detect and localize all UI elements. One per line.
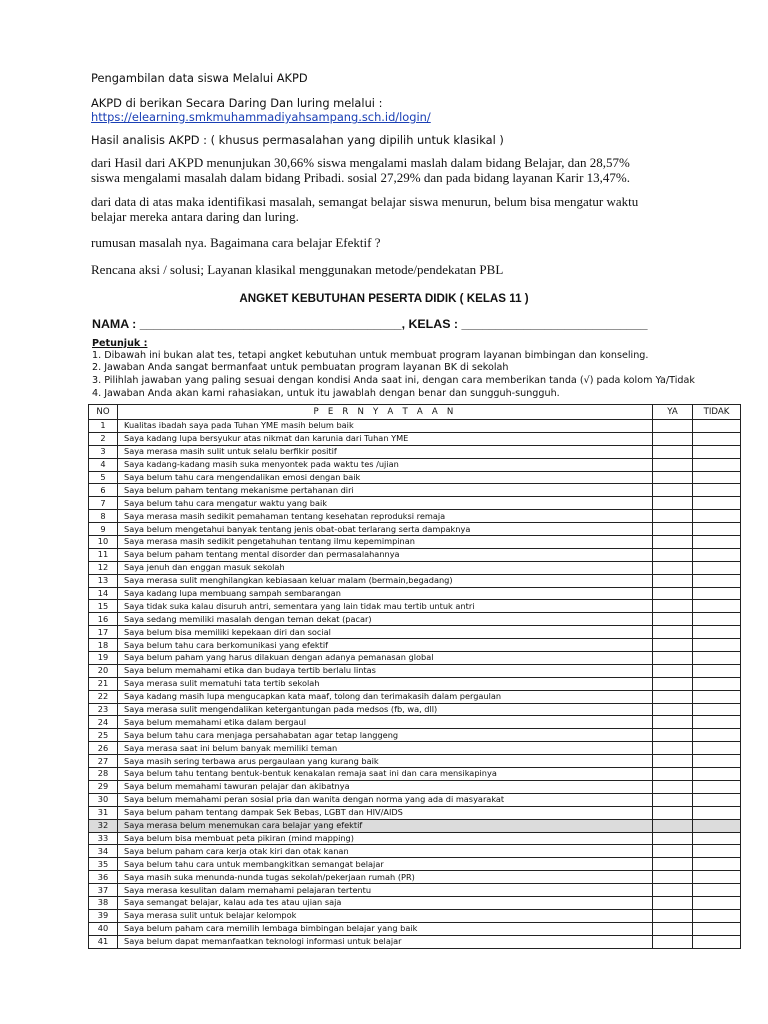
row-number: 34	[89, 845, 118, 858]
table-row	[89, 484, 741, 497]
statement-cell: Saya tidak suka kalau disuruh antri, sementara yang lain tidak mau tertib untuk antri	[118, 600, 653, 613]
ya-checkbox-cell[interactable]	[653, 445, 693, 458]
statement-cell: Saya belum tahu cara mengendalikan emosi dengan baik	[118, 471, 653, 484]
tidak-checkbox-cell[interactable]	[693, 548, 741, 561]
questionnaire-table	[88, 404, 741, 949]
tidak-checkbox-cell[interactable]	[693, 884, 741, 897]
ya-checkbox-cell[interactable]	[653, 613, 693, 626]
tidak-checkbox-cell[interactable]	[693, 935, 741, 948]
table-row	[89, 793, 741, 806]
tidak-checkbox-cell[interactable]	[693, 484, 741, 497]
statement-cell: Saya merasa belum menemukan cara belajar yang efektif	[118, 819, 653, 832]
ya-checkbox-cell[interactable]	[653, 471, 693, 484]
tidak-checkbox-cell[interactable]	[693, 780, 741, 793]
ya-checkbox-cell[interactable]	[653, 548, 693, 561]
row-number: 9	[89, 523, 118, 536]
tidak-checkbox-cell[interactable]	[693, 471, 741, 484]
statement-cell: Saya belum paham cara memilih lembaga bimbingan belajar yang baik	[118, 922, 653, 935]
ya-checkbox-cell[interactable]	[653, 755, 693, 768]
elearning-link[interactable]: https://elearning.smkmuhammadiyahsampang.sch.id/login/	[91, 110, 431, 124]
ya-checkbox-cell[interactable]	[653, 458, 693, 471]
tidak-checkbox-cell[interactable]	[693, 445, 741, 458]
statement-cell: Saya belum tahu cara menjaga persahabatan agar tetap langgeng	[118, 729, 653, 742]
tidak-checkbox-cell[interactable]	[693, 909, 741, 922]
table-row	[89, 510, 741, 523]
row-number: 22	[89, 690, 118, 703]
ya-checkbox-cell[interactable]	[653, 845, 693, 858]
analysis-p3: rumusan masalah nya. Bagaimana cara belajar Efektif ?	[91, 235, 381, 250]
tidak-checkbox-cell[interactable]	[693, 536, 741, 549]
tidak-checkbox-cell[interactable]	[693, 664, 741, 677]
table-row	[89, 819, 741, 832]
statement-cell: Saya belum memahami peran sosial pria dan wanita dengan norma yang ada di masyarakat	[118, 793, 653, 806]
tidak-checkbox-cell[interactable]	[693, 574, 741, 587]
statement-cell: Saya belum tahu cara berkomunikasi yang efektif	[118, 639, 653, 652]
table-row	[89, 613, 741, 626]
ya-checkbox-cell[interactable]	[653, 497, 693, 510]
table-header-row	[89, 405, 741, 420]
ya-checkbox-cell[interactable]	[653, 716, 693, 729]
row-number: 32	[89, 819, 118, 832]
statement-cell: Saya belum memahami tawuran pelajar dan akibatnya	[118, 780, 653, 793]
table-row	[89, 742, 741, 755]
statement-cell: Saya merasa sulit menghilangkan kebiasaan keluar malam (bermain,begadang)	[118, 574, 653, 587]
tidak-checkbox-cell[interactable]	[693, 626, 741, 639]
table-row	[89, 716, 741, 729]
statement-cell: Saya belum tahu cara untuk membangkitkan semangat belajar	[118, 858, 653, 871]
statement-cell: Saya belum paham cara kerja otak kiri dan otak kanan	[118, 845, 653, 858]
header-ya: YA	[653, 405, 693, 420]
statement-cell: Saya merasa sulit mematuhi tata tertib sekolah	[118, 677, 653, 690]
tidak-checkbox-cell[interactable]	[693, 716, 741, 729]
tidak-checkbox-cell[interactable]	[693, 561, 741, 574]
intro-line-2: AKPD di berikan Secara Daring Dan luring melalui :	[91, 96, 383, 110]
statement-cell: Saya masih suka menunda-nunda tugas sekolah/pekerjaan rumah (PR)	[118, 871, 653, 884]
ya-checkbox-cell[interactable]	[653, 742, 693, 755]
statement-cell: Saya merasa masih sedikit pengetahuhan tentang ilmu kepemimpinan	[118, 536, 653, 549]
ya-checkbox-cell[interactable]	[653, 690, 693, 703]
statement-cell: Saya kadang masih lupa mengucapkan kata maaf, tolong dan terimakasih dalam pergaulan	[118, 690, 653, 703]
table-row	[89, 858, 741, 871]
analysis-p2-b: belajar mereka antara daring dan luring.	[91, 209, 299, 224]
statement-cell: Saya belum paham yang harus dilakuan dengan adanya pemanasan global	[118, 652, 653, 665]
row-number: 40	[89, 922, 118, 935]
ya-checkbox-cell[interactable]	[653, 909, 693, 922]
row-number: 1	[89, 420, 118, 433]
row-number: 26	[89, 742, 118, 755]
statement-cell: Saya kadang-kadang masih suka menyontek pada waktu tes /ujian	[118, 458, 653, 471]
ya-checkbox-cell[interactable]	[653, 780, 693, 793]
tidak-checkbox-cell[interactable]	[693, 768, 741, 781]
statement-cell: Saya belum tahu cara mengatur waktu yang baik	[118, 497, 653, 510]
table-row	[89, 587, 741, 600]
tidak-checkbox-cell[interactable]	[693, 510, 741, 523]
statement-cell: Saya jenuh dan enggan masuk sekolah	[118, 561, 653, 574]
ya-checkbox-cell[interactable]	[653, 896, 693, 909]
table-row	[89, 922, 741, 935]
statement-cell: Saya belum paham tentang mekanisme pertahanan diri	[118, 484, 653, 497]
tidak-checkbox-cell[interactable]	[693, 742, 741, 755]
table-row	[89, 432, 741, 445]
ya-checkbox-cell[interactable]	[653, 587, 693, 600]
row-number: 27	[89, 755, 118, 768]
table-row	[89, 652, 741, 665]
intro-line-3: Hasil analisis AKPD : ( khusus permasalahan yang dipilih untuk klasikal )	[91, 133, 504, 147]
statement-cell: Saya belum mengetahui banyak tentang jenis obat-obat terlarang serta dampaknya	[118, 523, 653, 536]
analysis-p4: Rencana aksi / solusi; Layanan klasikal menggunakan metode/pendekatan PBL	[91, 262, 504, 277]
table-row	[89, 755, 741, 768]
table-row	[89, 832, 741, 845]
table-row	[89, 626, 741, 639]
ya-checkbox-cell[interactable]	[653, 793, 693, 806]
table-row	[89, 445, 741, 458]
header-statement: P E R N Y A T A A N	[118, 405, 653, 420]
statement-cell: Saya merasa sulit untuk belajar kelompok	[118, 909, 653, 922]
tidak-checkbox-cell[interactable]	[693, 703, 741, 716]
tidak-checkbox-cell[interactable]	[693, 613, 741, 626]
table-row	[89, 523, 741, 536]
table-row	[89, 497, 741, 510]
ya-checkbox-cell[interactable]	[653, 768, 693, 781]
table-row	[89, 768, 741, 781]
statement-cell: Saya merasa sulit mengendalikan ketergantungan pada medsos (fb, wa, dll)	[118, 703, 653, 716]
ya-checkbox-cell[interactable]	[653, 523, 693, 536]
ya-checkbox-cell[interactable]	[653, 484, 693, 497]
row-number: 38	[89, 896, 118, 909]
tidak-checkbox-cell[interactable]	[693, 729, 741, 742]
table-row	[89, 909, 741, 922]
ya-checkbox-cell[interactable]	[653, 871, 693, 884]
row-number: 24	[89, 716, 118, 729]
nama-kelas-line: NAMA : ______________________________________, KELAS : ___________________________	[92, 317, 648, 331]
ya-checkbox-cell[interactable]	[653, 858, 693, 871]
table-row	[89, 639, 741, 652]
row-number: 5	[89, 471, 118, 484]
tidak-checkbox-cell[interactable]	[693, 819, 741, 832]
ya-checkbox-cell[interactable]	[653, 574, 693, 587]
table-row	[89, 703, 741, 716]
tidak-checkbox-cell[interactable]	[693, 806, 741, 819]
tidak-checkbox-cell[interactable]	[693, 523, 741, 536]
analysis-p1-b: siswa mengalami masalah dalam bidang Pribadi. sosial 27,29% dan pada bidang layanan Karir 13,47%.	[91, 170, 630, 185]
table-row	[89, 420, 741, 433]
row-number: 7	[89, 497, 118, 510]
statement-cell: Kualitas ibadah saya pada Tuhan YME masih belum baik	[118, 420, 653, 433]
row-number: 39	[89, 909, 118, 922]
row-number: 36	[89, 871, 118, 884]
table-row	[89, 574, 741, 587]
ya-checkbox-cell[interactable]	[653, 652, 693, 665]
statement-cell: Saya belum bisa membuat peta pikiran (mind mapping)	[118, 832, 653, 845]
table-row	[89, 561, 741, 574]
row-number: 28	[89, 768, 118, 781]
row-number: 8	[89, 510, 118, 523]
ya-checkbox-cell[interactable]	[653, 884, 693, 897]
tidak-checkbox-cell[interactable]	[693, 858, 741, 871]
statement-cell: Saya belum dapat memanfaatkan teknologi informasi untuk belajar	[118, 935, 653, 948]
ya-checkbox-cell[interactable]	[653, 626, 693, 639]
instruction-2: 2. Jawaban Anda sangat bermanfaat untuk pembuatan program layanan BK di sekolah	[92, 362, 509, 373]
instruction-3: 3. Pilihlah jawaban yang paling sesuai dengan kondisi Anda saat ini, dengan cara memberikan tanda (√) pada kolom Ya/Tidak	[92, 375, 695, 386]
ya-checkbox-cell[interactable]	[653, 510, 693, 523]
header-tidak: TIDAK	[693, 405, 741, 420]
table-row	[89, 600, 741, 613]
intro-line-1: Pengambilan data siswa Melalui AKPD	[91, 71, 308, 85]
analysis-p2-a: dari data di atas maka identifikasi masalah, semangat belajar siswa menurun, belum bisa mengatur waktu	[91, 194, 639, 209]
row-number: 15	[89, 600, 118, 613]
statement-cell: Saya sedang memiliki masalah dengan teman dekat (pacar)	[118, 613, 653, 626]
row-number: 33	[89, 832, 118, 845]
ya-checkbox-cell[interactable]	[653, 561, 693, 574]
row-number: 12	[89, 561, 118, 574]
tidak-checkbox-cell[interactable]	[693, 896, 741, 909]
row-number: 17	[89, 626, 118, 639]
tidak-checkbox-cell[interactable]	[693, 458, 741, 471]
row-number: 4	[89, 458, 118, 471]
row-number: 18	[89, 639, 118, 652]
ya-checkbox-cell[interactable]	[653, 703, 693, 716]
statement-cell: Saya merasa saat ini belum banyak memiliki teman	[118, 742, 653, 755]
tidak-checkbox-cell[interactable]	[693, 639, 741, 652]
tidak-checkbox-cell[interactable]	[693, 677, 741, 690]
row-number: 19	[89, 652, 118, 665]
row-number: 16	[89, 613, 118, 626]
table-row	[89, 871, 741, 884]
petunjuk-label: Petunjuk :	[92, 338, 148, 349]
table-row	[89, 548, 741, 561]
tidak-checkbox-cell[interactable]	[693, 497, 741, 510]
tidak-checkbox-cell[interactable]	[693, 845, 741, 858]
instruction-1: 1. Dibawah ini bukan alat tes, tetapi angket kebutuhan untuk membuat program layanan bimbingan dan konseling.	[92, 350, 649, 361]
form-title: ANGKET KEBUTUHAN PESERTA DIDIK ( KELAS 11 )	[239, 292, 529, 305]
table-body	[89, 420, 741, 949]
ya-checkbox-cell[interactable]	[653, 639, 693, 652]
statement-cell: Saya merasa masih sedikit pemahaman tentang kesehatan reproduksi remaja	[118, 510, 653, 523]
table-row	[89, 664, 741, 677]
row-number: 20	[89, 664, 118, 677]
table-row	[89, 471, 741, 484]
statement-cell: Saya kadang lupa membuang sampah sembarangan	[118, 587, 653, 600]
tidak-checkbox-cell[interactable]	[693, 600, 741, 613]
ya-checkbox-cell[interactable]	[653, 432, 693, 445]
table-row	[89, 729, 741, 742]
row-number: 35	[89, 858, 118, 871]
header-no: NO	[89, 405, 118, 420]
statement-cell: Saya belum tahu tentang bentuk-bentuk kenakalan remaja saat ini dan cara mensikapinya	[118, 768, 653, 781]
statement-cell: Saya belum memahami etika dan budaya tertib berlalu lintas	[118, 664, 653, 677]
statement-cell: Saya merasa masih sulit untuk selalu berfikir positif	[118, 445, 653, 458]
ya-checkbox-cell[interactable]	[653, 677, 693, 690]
row-number: 3	[89, 445, 118, 458]
statement-cell: Saya belum paham tentang mental disorder dan permasalahannya	[118, 548, 653, 561]
ya-checkbox-cell[interactable]	[653, 819, 693, 832]
ya-checkbox-cell[interactable]	[653, 935, 693, 948]
tidak-checkbox-cell[interactable]	[693, 690, 741, 703]
tidak-checkbox-cell[interactable]	[693, 432, 741, 445]
row-number: 2	[89, 432, 118, 445]
row-number: 14	[89, 587, 118, 600]
row-number: 29	[89, 780, 118, 793]
row-number: 21	[89, 677, 118, 690]
row-number: 13	[89, 574, 118, 587]
table-row	[89, 690, 741, 703]
row-number: 23	[89, 703, 118, 716]
row-number: 6	[89, 484, 118, 497]
row-number: 37	[89, 884, 118, 897]
table-row	[89, 536, 741, 549]
row-number: 30	[89, 793, 118, 806]
table-row	[89, 884, 741, 897]
ya-checkbox-cell[interactable]	[653, 600, 693, 613]
statement-cell: Saya merasa kesulitan dalam memahami pelajaran tertentu	[118, 884, 653, 897]
statement-cell: Saya semangat belajar, kalau ada tes atau ujian saja	[118, 896, 653, 909]
tidak-checkbox-cell[interactable]	[693, 755, 741, 768]
statement-cell: Saya belum bisa memiliki kepekaan diri dan social	[118, 626, 653, 639]
table-row	[89, 780, 741, 793]
ya-checkbox-cell[interactable]	[653, 420, 693, 433]
ya-checkbox-cell[interactable]	[653, 922, 693, 935]
table-row	[89, 458, 741, 471]
statement-cell: Saya belum paham tentang dampak Sek Bebas, LGBT dan HIV/AIDS	[118, 806, 653, 819]
row-number: 25	[89, 729, 118, 742]
tidak-checkbox-cell[interactable]	[693, 793, 741, 806]
row-number: 10	[89, 536, 118, 549]
table-row	[89, 935, 741, 948]
tidak-checkbox-cell[interactable]	[693, 652, 741, 665]
ya-checkbox-cell[interactable]	[653, 536, 693, 549]
table-row	[89, 677, 741, 690]
ya-checkbox-cell[interactable]	[653, 806, 693, 819]
tidak-checkbox-cell[interactable]	[693, 871, 741, 884]
ya-checkbox-cell[interactable]	[653, 664, 693, 677]
row-number: 41	[89, 935, 118, 948]
ya-checkbox-cell[interactable]	[653, 832, 693, 845]
tidak-checkbox-cell[interactable]	[693, 922, 741, 935]
tidak-checkbox-cell[interactable]	[693, 420, 741, 433]
analysis-p1-a: dari Hasil dari AKPD menunjukan 30,66% siswa mengalami maslah dalam bidang Belajar, dan 28,57%	[91, 155, 630, 170]
table-row	[89, 845, 741, 858]
row-number: 11	[89, 548, 118, 561]
tidak-checkbox-cell[interactable]	[693, 832, 741, 845]
ya-checkbox-cell[interactable]	[653, 729, 693, 742]
statement-cell: Saya masih sering terbawa arus pergaulaan yang kurang baik	[118, 755, 653, 768]
statement-cell: Saya kadang lupa bersyukur atas nikmat dan karunia dari Tuhan YME	[118, 432, 653, 445]
row-number: 31	[89, 806, 118, 819]
tidak-checkbox-cell[interactable]	[693, 587, 741, 600]
statement-cell: Saya belum memahami etika dalam bergaul	[118, 716, 653, 729]
table-row	[89, 806, 741, 819]
instruction-4: 4. Jawaban Anda akan kami rahasiakan, untuk itu jawablah dengan benar dan sungguh-sungguh.	[92, 388, 560, 399]
table-row	[89, 896, 741, 909]
